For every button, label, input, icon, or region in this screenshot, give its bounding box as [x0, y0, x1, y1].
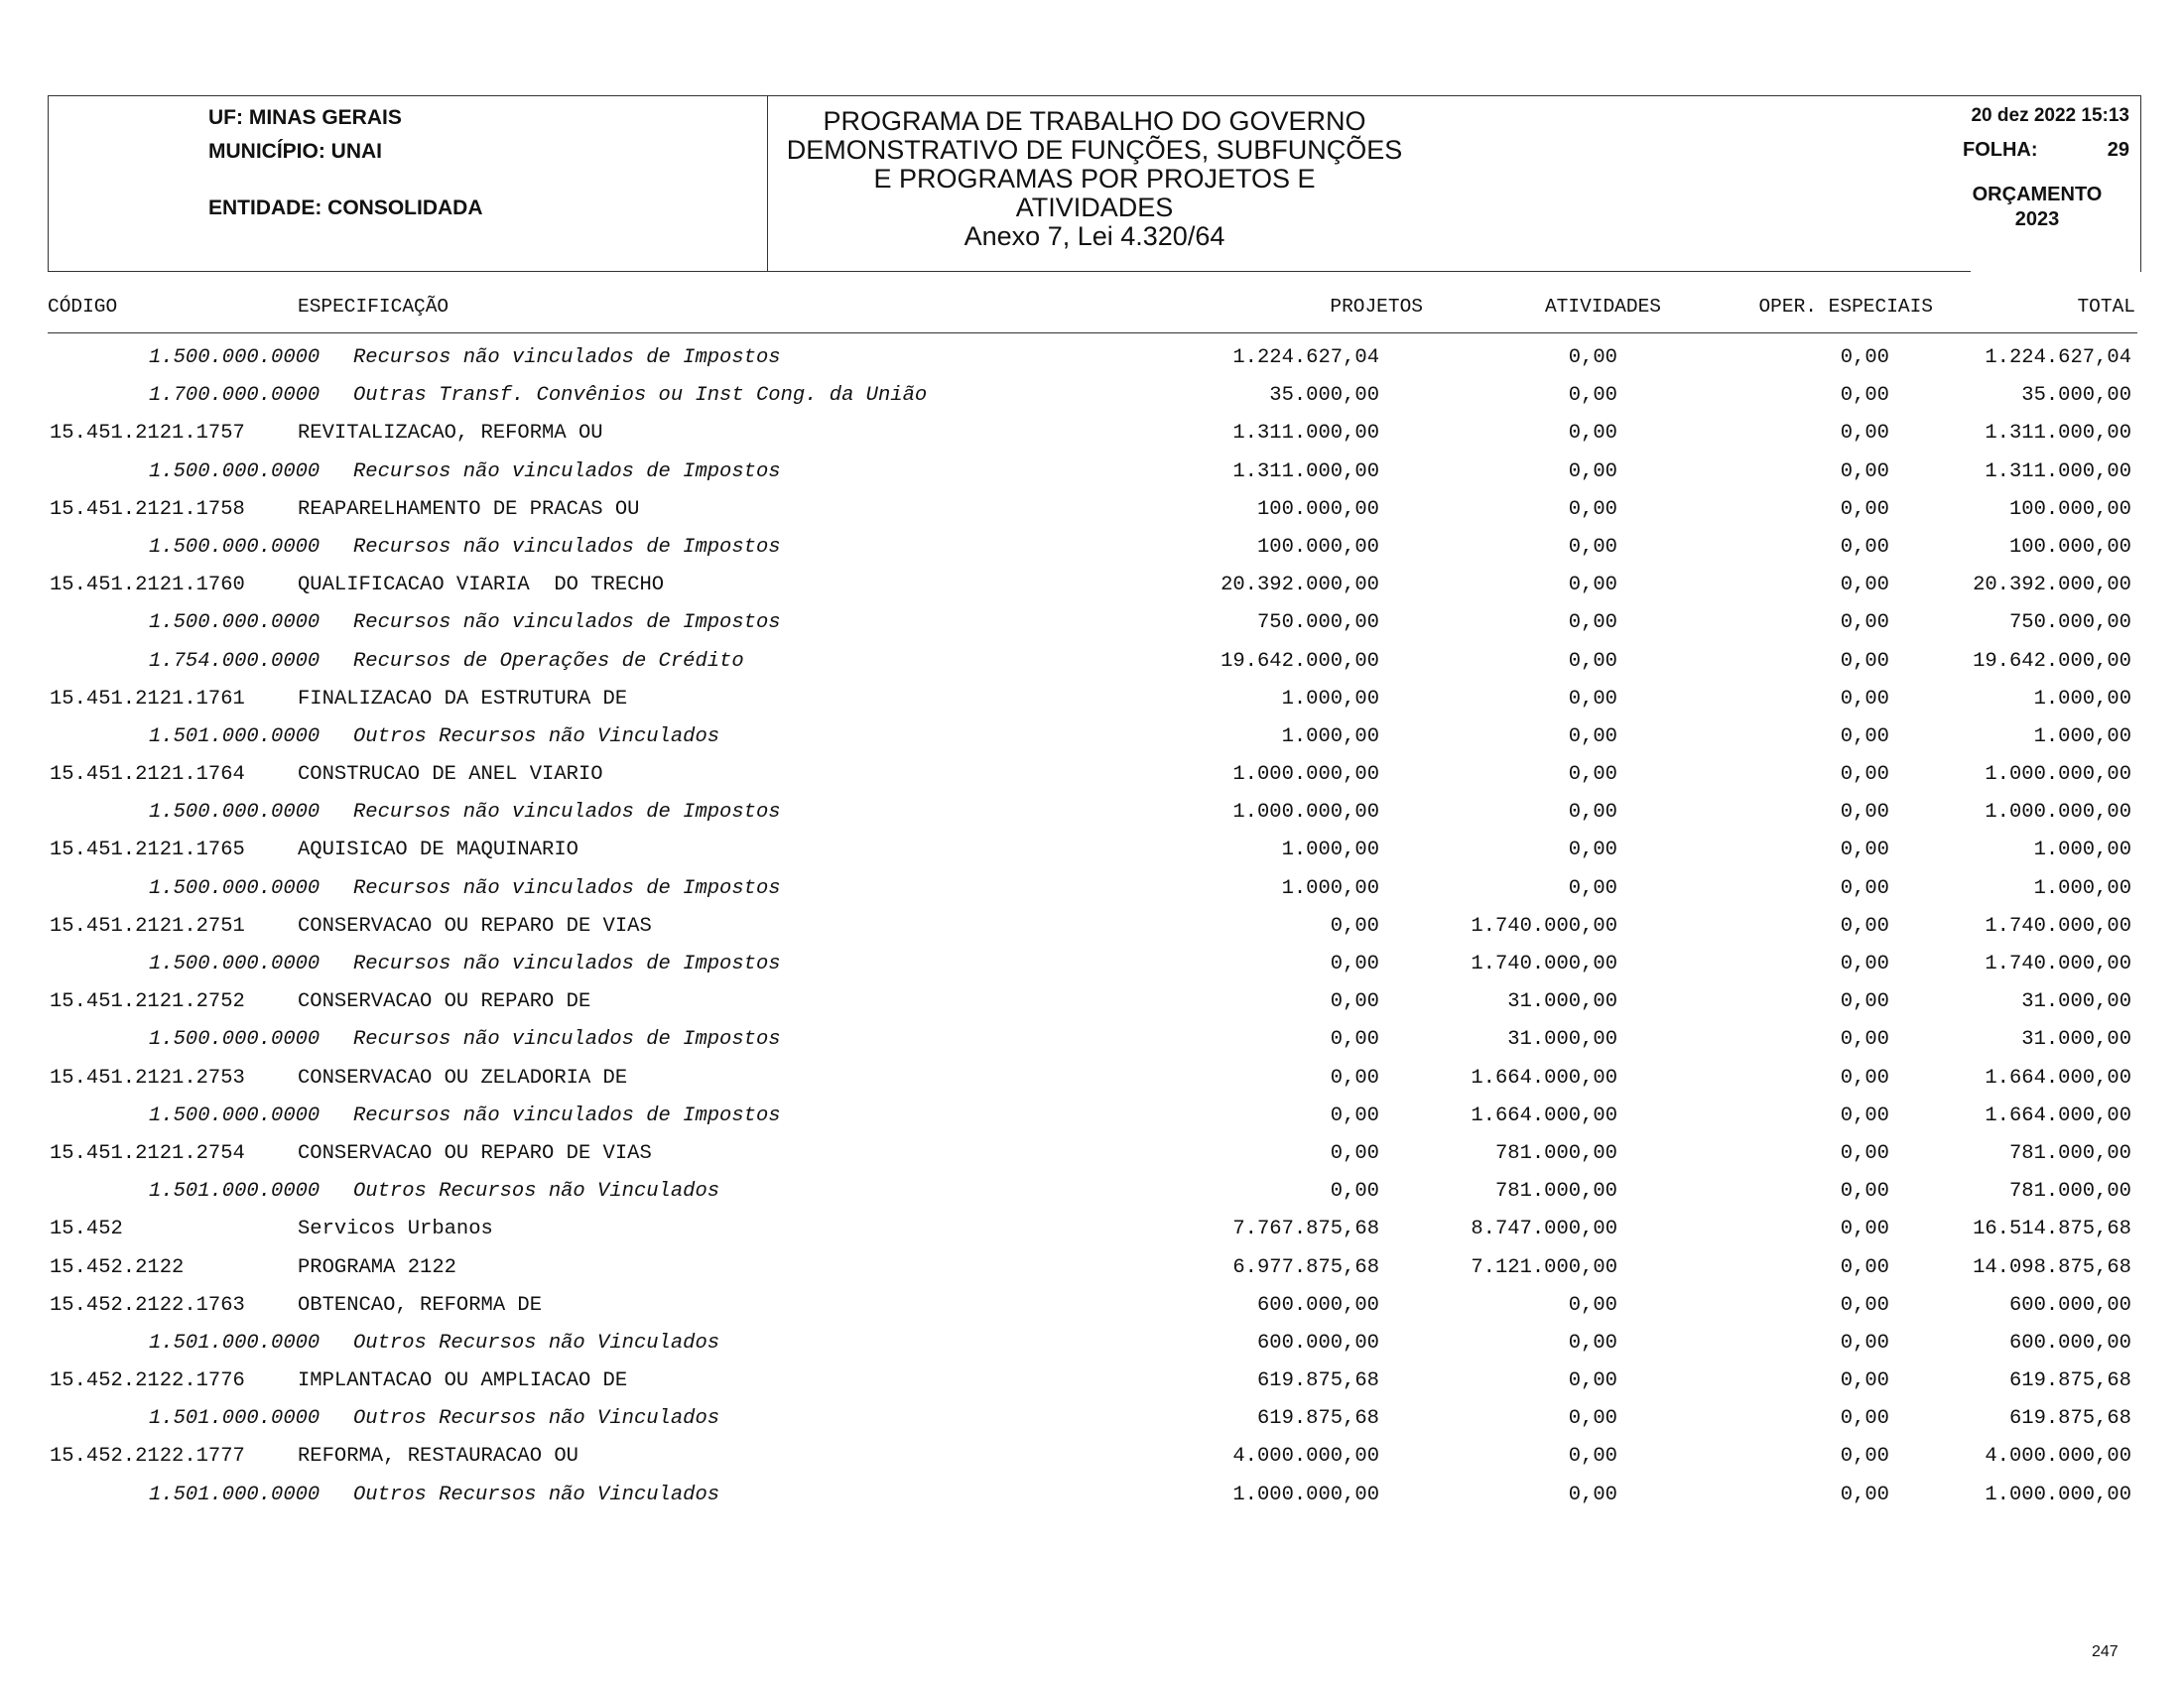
row-desc: IMPLANTACAO OU AMPLIACAO DE — [298, 1369, 628, 1393]
table-row — [0, 1400, 2184, 1438]
folha-value: 29 — [2107, 139, 2129, 161]
row-total: 4.000.000,00 — [1985, 1445, 2131, 1469]
row-code: 1.500.000.0000 — [149, 346, 321, 369]
header-bottom-rule — [48, 271, 1971, 272]
row-atividades: 781.000,00 — [1494, 1180, 1617, 1204]
row-desc: Recursos não vinculados de Impostos — [353, 953, 781, 975]
row-desc: Outros Recursos não Vinculados — [353, 724, 720, 748]
table-row — [0, 832, 2184, 869]
row-oper: 0,00 — [1840, 1293, 1889, 1317]
table-row — [0, 1098, 2184, 1135]
row-atividades: 0,00 — [1568, 346, 1617, 369]
table-row — [0, 1211, 2184, 1248]
row-oper: 0,00 — [1840, 763, 1889, 787]
row-oper: 0,00 — [1840, 1331, 1889, 1355]
row-projetos: 0,00 — [1330, 990, 1379, 1014]
row-code: 1.500.000.0000 — [149, 801, 321, 825]
row-oper: 0,00 — [1840, 1218, 1889, 1241]
col-projetos: PROJETOS — [1330, 296, 1423, 318]
table-row — [0, 1135, 2184, 1173]
title-line-2: DEMONSTRATIVO DE FUNÇÕES, SUBFUNÇÕES — [786, 135, 1403, 165]
row-total: 1.664.000,00 — [1985, 1104, 2131, 1127]
table-body — [0, 339, 2184, 1514]
row-desc: AQUISICAO DE MAQUINARIO — [298, 839, 578, 862]
row-atividades: 7.121.000,00 — [1471, 1255, 1617, 1279]
row-desc: REVITALIZACAO, REFORMA OU — [298, 422, 603, 446]
row-projetos: 100.000,00 — [1256, 497, 1379, 521]
row-atividades: 0,00 — [1568, 497, 1617, 521]
table-row — [0, 908, 2184, 946]
row-total: 750.000,00 — [2008, 611, 2131, 635]
row-projetos: 7.767.875,68 — [1232, 1218, 1379, 1241]
table-row — [0, 415, 2184, 453]
table-row — [0, 870, 2184, 908]
row-projetos: 35.000,00 — [1269, 384, 1379, 408]
row-atividades: 0,00 — [1568, 422, 1617, 446]
row-oper: 0,00 — [1840, 1369, 1889, 1393]
row-atividades: 0,00 — [1568, 724, 1617, 748]
row-atividades: 0,00 — [1568, 1293, 1617, 1317]
report-title — [767, 107, 1422, 251]
row-oper: 0,00 — [1840, 724, 1889, 748]
row-oper: 0,00 — [1840, 574, 1889, 597]
row-atividades: 0,00 — [1568, 763, 1617, 787]
table-row — [0, 529, 2184, 567]
row-code: 15.451.2121.1757 — [50, 422, 245, 446]
table-row — [0, 604, 2184, 642]
row-total: 1.000,00 — [2033, 687, 2131, 711]
row-total: 1.664.000,00 — [1985, 1066, 2131, 1090]
header-entity-info — [208, 101, 483, 225]
table-row — [0, 454, 2184, 491]
row-code: 15.452.2122.1763 — [50, 1293, 245, 1317]
municipio-label: MUNICÍPIO: UNAI — [208, 140, 382, 163]
row-projetos: 619.875,68 — [1256, 1407, 1379, 1431]
row-oper: 0,00 — [1840, 1407, 1889, 1431]
col-atividades: ATIVIDADES — [1544, 296, 1661, 318]
row-desc: Recursos de Operações de Crédito — [353, 649, 744, 673]
title-line-1: PROGRAMA DE TRABALHO DO GOVERNO — [823, 106, 1366, 136]
row-code: 1.754.000.0000 — [149, 649, 321, 673]
folha-label: FOLHA: — [1963, 139, 2038, 161]
row-projetos: 1.311.000,00 — [1232, 422, 1379, 446]
row-code: 1.501.000.0000 — [149, 1407, 321, 1431]
row-atividades: 0,00 — [1568, 687, 1617, 711]
header-meta — [1945, 103, 2129, 232]
row-desc: Outros Recursos não Vinculados — [353, 1483, 720, 1506]
row-projetos: 19.642.000,00 — [1220, 649, 1379, 673]
row-atividades: 0,00 — [1568, 876, 1617, 900]
orcamento-year: 2023 — [2014, 208, 2060, 230]
table-row — [0, 377, 2184, 415]
row-oper: 0,00 — [1840, 876, 1889, 900]
row-desc: Recursos não vinculados de Impostos — [353, 459, 781, 483]
row-code: 15.451.2121.1761 — [50, 687, 245, 711]
row-code: 1.500.000.0000 — [149, 611, 321, 635]
row-desc: CONSERVACAO OU REPARO DE — [298, 990, 591, 1014]
row-code: 1.500.000.0000 — [149, 1104, 321, 1127]
header-right-rule — [2140, 95, 2141, 272]
row-code: 1.500.000.0000 — [149, 535, 321, 559]
row-desc: Recursos não vinculados de Impostos — [353, 346, 781, 369]
table-row — [0, 1249, 2184, 1287]
row-code: 15.452.2122 — [50, 1255, 185, 1279]
row-oper: 0,00 — [1840, 1066, 1889, 1090]
table-header — [48, 292, 2137, 322]
row-desc: CONSERVACAO OU REPARO DE VIAS — [298, 1141, 652, 1165]
row-total: 600.000,00 — [2008, 1331, 2131, 1355]
row-oper: 0,00 — [1840, 1180, 1889, 1204]
row-oper: 0,00 — [1840, 459, 1889, 483]
row-atividades: 0,00 — [1568, 1331, 1617, 1355]
row-code: 1.700.000.0000 — [149, 384, 321, 408]
row-oper: 0,00 — [1840, 990, 1889, 1014]
row-oper: 0,00 — [1840, 649, 1889, 673]
entidade-label: ENTIDADE: CONSOLIDADA — [208, 196, 483, 219]
row-atividades: 8.747.000,00 — [1471, 1218, 1617, 1241]
row-atividades: 0,00 — [1568, 649, 1617, 673]
row-total: 1.000,00 — [2033, 724, 2131, 748]
row-total: 31.000,00 — [2021, 1028, 2131, 1052]
row-code: 1.500.000.0000 — [149, 953, 321, 975]
row-desc: Outras Transf. Convênios ou Inst Cong. da União — [353, 384, 928, 408]
row-desc: Outros Recursos não Vinculados — [353, 1407, 720, 1431]
table-header-rule — [48, 332, 2137, 333]
row-total: 31.000,00 — [2021, 990, 2131, 1014]
row-total: 1.740.000,00 — [1985, 914, 2131, 938]
sheet-number — [1945, 137, 2129, 163]
row-total: 1.311.000,00 — [1985, 422, 2131, 446]
row-oper: 0,00 — [1840, 839, 1889, 862]
row-oper: 0,00 — [1840, 1104, 1889, 1127]
row-code: 15.452.2122.1777 — [50, 1445, 245, 1469]
row-total: 1.740.000,00 — [1985, 953, 2131, 975]
table-row — [0, 681, 2184, 718]
table-row — [0, 756, 2184, 794]
header-left-rule — [48, 95, 49, 272]
row-atividades: 0,00 — [1568, 459, 1617, 483]
row-oper: 0,00 — [1840, 497, 1889, 521]
row-desc: QUALIFICACAO VIARIA DO TRECHO — [298, 574, 665, 597]
row-projetos: 0,00 — [1330, 1028, 1379, 1052]
row-projetos: 100.000,00 — [1256, 535, 1379, 559]
row-oper: 0,00 — [1840, 611, 1889, 635]
row-code: 15.451.2121.1758 — [50, 497, 245, 521]
page-number: 247 — [2092, 1643, 2119, 1660]
row-code: 15.451.2121.1760 — [50, 574, 245, 597]
table-row — [0, 1438, 2184, 1476]
table-row — [0, 946, 2184, 983]
row-oper: 0,00 — [1840, 914, 1889, 938]
col-total: TOTAL — [2077, 296, 2135, 318]
row-code: 1.500.000.0000 — [149, 1028, 321, 1052]
table-row — [0, 339, 2184, 377]
row-atividades: 1.740.000,00 — [1471, 953, 1617, 975]
row-projetos: 1.311.000,00 — [1232, 459, 1379, 483]
row-oper: 0,00 — [1840, 801, 1889, 825]
row-code: 15.451.2121.1764 — [50, 763, 245, 787]
row-desc: Servicos Urbanos — [298, 1218, 493, 1241]
table-row — [0, 491, 2184, 529]
row-oper: 0,00 — [1840, 1255, 1889, 1279]
row-atividades: 31.000,00 — [1507, 1028, 1617, 1052]
title-line-4: ATIVIDADES — [1015, 193, 1174, 222]
row-desc: Recursos não vinculados de Impostos — [353, 876, 781, 900]
row-desc: REAPARELHAMENTO DE PRACAS OU — [298, 497, 640, 521]
row-desc: Recursos não vinculados de Impostos — [353, 535, 781, 559]
col-oper-especiais: OPER. ESPECIAIS — [1758, 296, 1933, 318]
row-code: 1.501.000.0000 — [149, 1483, 321, 1506]
row-desc: Recursos não vinculados de Impostos — [353, 801, 781, 825]
row-total: 1.000,00 — [2033, 839, 2131, 862]
header-top-rule — [48, 95, 2141, 96]
row-total: 619.875,68 — [2008, 1407, 2131, 1431]
row-desc: CONSERVACAO OU ZELADORIA DE — [298, 1066, 628, 1090]
row-atividades: 0,00 — [1568, 574, 1617, 597]
table-row — [0, 1477, 2184, 1514]
row-atividades: 0,00 — [1568, 384, 1617, 408]
row-total: 781.000,00 — [2008, 1141, 2131, 1165]
row-projetos: 600.000,00 — [1256, 1331, 1379, 1355]
row-projetos: 1.224.627,04 — [1232, 346, 1379, 369]
row-total: 16.514.875,68 — [1973, 1218, 2131, 1241]
row-projetos: 1.000,00 — [1281, 839, 1379, 862]
table-row — [0, 983, 2184, 1021]
row-total: 35.000,00 — [2021, 384, 2131, 408]
row-projetos: 6.977.875,68 — [1232, 1255, 1379, 1279]
row-code: 15.451.2121.2754 — [50, 1141, 245, 1165]
row-projetos: 1.000,00 — [1281, 687, 1379, 711]
row-code: 1.501.000.0000 — [149, 1180, 321, 1204]
row-code: 1.501.000.0000 — [149, 1331, 321, 1355]
row-projetos: 1.000.000,00 — [1232, 801, 1379, 825]
row-projetos: 0,00 — [1330, 953, 1379, 975]
row-oper: 0,00 — [1840, 953, 1889, 975]
row-atividades: 0,00 — [1568, 801, 1617, 825]
row-desc: Recursos não vinculados de Impostos — [353, 611, 781, 635]
row-code: 1.500.000.0000 — [149, 876, 321, 900]
table-row — [0, 1325, 2184, 1363]
row-total: 781.000,00 — [2008, 1180, 2131, 1204]
row-total: 619.875,68 — [2008, 1369, 2131, 1393]
row-projetos: 0,00 — [1330, 914, 1379, 938]
row-projetos: 1.000,00 — [1281, 876, 1379, 900]
row-code: 15.451.2121.2751 — [50, 914, 245, 938]
row-projetos: 1.000,00 — [1281, 724, 1379, 748]
row-total: 1.000.000,00 — [1985, 1483, 2131, 1506]
table-row — [0, 718, 2184, 756]
row-oper: 0,00 — [1840, 687, 1889, 711]
row-total: 19.642.000,00 — [1973, 649, 2131, 673]
col-codigo: CÓDIGO — [48, 296, 118, 318]
row-code: 15.452.2122.1776 — [50, 1369, 245, 1393]
row-projetos: 619.875,68 — [1256, 1369, 1379, 1393]
row-atividades: 0,00 — [1568, 611, 1617, 635]
row-oper: 0,00 — [1840, 346, 1889, 369]
row-atividades: 781.000,00 — [1494, 1141, 1617, 1165]
row-oper: 0,00 — [1840, 1483, 1889, 1506]
row-code: 1.501.000.0000 — [149, 724, 321, 748]
row-projetos: 0,00 — [1330, 1104, 1379, 1127]
row-oper: 0,00 — [1840, 422, 1889, 446]
row-projetos: 0,00 — [1330, 1066, 1379, 1090]
row-desc: OBTENCAO, REFORMA DE — [298, 1293, 543, 1317]
row-code: 15.452 — [50, 1218, 123, 1241]
table-row — [0, 567, 2184, 604]
budget-info — [1945, 183, 2129, 232]
row-desc: CONSERVACAO OU REPARO DE VIAS — [298, 914, 652, 938]
row-projetos: 20.392.000,00 — [1220, 574, 1379, 597]
title-line-5: Anexo 7, Lei 4.320/64 — [964, 221, 1225, 251]
row-total: 1.000.000,00 — [1985, 763, 2131, 787]
row-total: 1.311.000,00 — [1985, 459, 2131, 483]
row-oper: 0,00 — [1840, 1141, 1889, 1165]
table-row — [0, 1060, 2184, 1098]
table-row — [0, 794, 2184, 832]
row-atividades: 0,00 — [1568, 1407, 1617, 1431]
row-atividades: 0,00 — [1568, 839, 1617, 862]
row-atividades: 0,00 — [1568, 1369, 1617, 1393]
row-code: 15.451.2121.2752 — [50, 990, 245, 1014]
row-projetos: 0,00 — [1330, 1141, 1379, 1165]
row-oper: 0,00 — [1840, 384, 1889, 408]
row-projetos: 1.000.000,00 — [1232, 763, 1379, 787]
report-date: 20 dez 2022 15:13 — [1971, 105, 2129, 126]
row-total: 600.000,00 — [2008, 1293, 2131, 1317]
row-atividades: 1.740.000,00 — [1471, 914, 1617, 938]
row-code: 1.500.000.0000 — [149, 459, 321, 483]
row-total: 100.000,00 — [2008, 535, 2131, 559]
col-especificacao: ESPECIFICAÇÃO — [298, 296, 450, 318]
row-desc: REFORMA, RESTAURACAO OU — [298, 1445, 578, 1469]
row-atividades: 1.664.000,00 — [1471, 1066, 1617, 1090]
row-total: 1.224.627,04 — [1985, 346, 2131, 369]
table-row — [0, 1173, 2184, 1211]
row-oper: 0,00 — [1840, 1445, 1889, 1469]
row-code: 15.451.2121.1765 — [50, 839, 245, 862]
table-row — [0, 1287, 2184, 1325]
row-total: 1.000.000,00 — [1985, 801, 2131, 825]
row-desc: Outros Recursos não Vinculados — [353, 1180, 720, 1204]
row-projetos: 4.000.000,00 — [1232, 1445, 1379, 1469]
row-desc: CONSTRUCAO DE ANEL VIARIO — [298, 763, 603, 787]
table-row — [0, 643, 2184, 681]
row-atividades: 1.664.000,00 — [1471, 1104, 1617, 1127]
uf-label: UF: MINAS GERAIS — [208, 106, 402, 129]
row-atividades: 0,00 — [1568, 535, 1617, 559]
table-row — [0, 1021, 2184, 1059]
title-line-3: E PROGRAMAS POR PROJETOS E — [873, 164, 1316, 194]
row-total: 100.000,00 — [2008, 497, 2131, 521]
orcamento-label: ORÇAMENTO — [1972, 184, 2103, 205]
row-oper: 0,00 — [1840, 535, 1889, 559]
row-total: 14.098.875,68 — [1973, 1255, 2131, 1279]
row-total: 20.392.000,00 — [1973, 574, 2131, 597]
row-desc: Outros Recursos não Vinculados — [353, 1331, 720, 1355]
row-projetos: 0,00 — [1330, 1180, 1379, 1204]
row-atividades: 0,00 — [1568, 1445, 1617, 1469]
row-desc: FINALIZACAO DA ESTRUTURA DE — [298, 687, 628, 711]
row-code: 15.451.2121.2753 — [50, 1066, 245, 1090]
row-projetos: 750.000,00 — [1256, 611, 1379, 635]
table-row — [0, 1363, 2184, 1400]
row-atividades: 0,00 — [1568, 1483, 1617, 1506]
row-desc: Recursos não vinculados de Impostos — [353, 1028, 781, 1052]
row-atividades: 31.000,00 — [1507, 990, 1617, 1014]
row-projetos: 600.000,00 — [1256, 1293, 1379, 1317]
row-oper: 0,00 — [1840, 1028, 1889, 1052]
row-desc: Recursos não vinculados de Impostos — [353, 1104, 781, 1127]
row-projetos: 1.000.000,00 — [1232, 1483, 1379, 1506]
row-total: 1.000,00 — [2033, 876, 2131, 900]
row-desc: PROGRAMA 2122 — [298, 1255, 456, 1279]
